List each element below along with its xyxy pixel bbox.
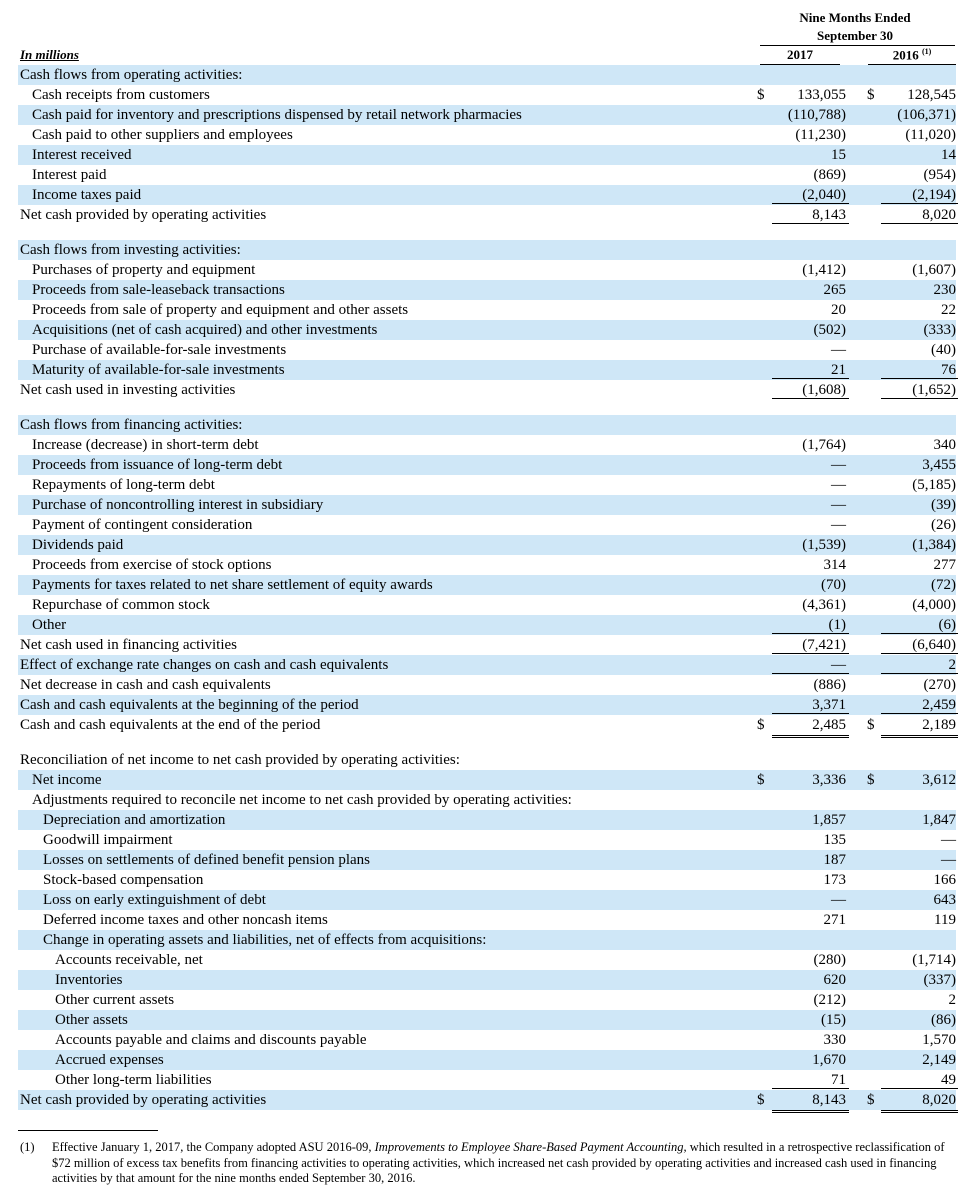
value-2016: 166 — [933, 872, 956, 888]
value-2016: (106,371) — [897, 107, 956, 123]
period-header-line2: September 30 — [817, 28, 893, 43]
statement-row — [18, 770, 956, 790]
statement-row — [18, 205, 956, 225]
value-2016: (954) — [923, 167, 956, 183]
value-2017: (1,412) — [802, 262, 846, 278]
total-underline — [881, 378, 958, 379]
row-label: Adjustments required to reconcile net income to net cash provided by operating activities: — [32, 792, 572, 808]
statement-row — [18, 910, 956, 930]
value-2016: 8,020 — [922, 1092, 956, 1108]
value-2016: 49 — [941, 1072, 956, 1088]
row-label: Stock-based compensation — [43, 872, 204, 888]
value-2017: (15) — [821, 1012, 846, 1028]
row-label: Goodwill impairment — [43, 832, 173, 848]
row-label: Accounts receivable, net — [55, 952, 203, 968]
row-label: Increase (decrease) in short-term debt — [32, 437, 259, 453]
footnote-text-before: Effective January 1, 2017, the Company adopted ASU 2016-09, — [52, 1140, 375, 1154]
value-2016: 8,020 — [922, 207, 956, 223]
value-2016: (2,194) — [912, 187, 956, 203]
total-underline — [772, 1088, 849, 1089]
value-2016: — — [941, 852, 956, 868]
total-underline — [772, 378, 849, 379]
statement-row — [18, 790, 956, 810]
column-2016-year: 2016 — [892, 47, 919, 63]
total-underline — [881, 673, 958, 674]
double-underline — [881, 1112, 958, 1113]
value-2016: (39) — [931, 497, 956, 513]
row-label: Losses on settlements of defined benefit pension plans — [43, 852, 371, 868]
value-2017: (1,764) — [802, 437, 846, 453]
statement-row — [18, 675, 956, 695]
value-2016: 128,545 — [907, 87, 956, 103]
value-2016: 3,455 — [922, 457, 956, 473]
currency-symbol-2016: $ — [867, 772, 875, 788]
total-underline — [881, 223, 958, 224]
currency-symbol-2017: $ — [757, 772, 765, 788]
currency-symbol-2017: $ — [757, 717, 765, 733]
row-label: Cash and cash equivalents at the beginning of the period — [20, 697, 359, 713]
statement-row — [18, 320, 956, 340]
value-2017: — — [831, 517, 846, 533]
value-2017: 21 — [831, 362, 846, 378]
value-2016: (72) — [931, 577, 956, 593]
value-2017: 8,143 — [812, 1092, 846, 1108]
row-label: Reconciliation of net income to net cash provided by operating activities: — [20, 752, 460, 768]
value-2017: (1,608) — [802, 382, 846, 398]
statement-row — [18, 595, 956, 615]
value-2017: 15 — [831, 147, 846, 163]
statement-row — [18, 240, 956, 260]
total-underline — [772, 673, 849, 674]
row-label: Cash paid for inventory and prescriptions dispensed by retail network pharmacies — [32, 107, 522, 123]
footnote-text-after: which resulted in a retrospective reclassification of $72 million of excess tax benefits from financing activities to operating activities, which increased net cash provided by operating activities and increased cash used in financing activities by that amount for the nine months ended September 30, 2016. — [52, 1140, 945, 1185]
value-2017: 71 — [831, 1072, 846, 1088]
total-underline — [772, 713, 849, 714]
statement-row — [18, 715, 956, 735]
statement-row — [18, 475, 956, 495]
total-underline — [881, 203, 958, 204]
value-2017: 20 — [831, 302, 846, 318]
value-2016: 2,189 — [922, 717, 956, 733]
value-2016: 2 — [948, 992, 956, 1008]
column-2017-header — [760, 47, 840, 63]
value-2016: 277 — [933, 557, 956, 573]
row-label: Cash receipts from customers — [32, 87, 210, 103]
row-label: Effect of exchange rate changes on cash and cash equivalents — [20, 657, 389, 673]
statement-row — [18, 655, 956, 675]
row-label: Net income — [32, 772, 102, 788]
period-header-rule — [760, 45, 955, 46]
row-label: Cash flows from investing activities: — [20, 242, 241, 258]
statement-row — [18, 830, 956, 850]
row-label: Net cash provided by operating activities — [20, 207, 267, 223]
value-2017: 3,371 — [812, 697, 846, 713]
statement-row — [18, 360, 956, 380]
value-2016: (26) — [931, 517, 956, 533]
value-2017: (886) — [813, 677, 846, 693]
statement-row — [18, 495, 956, 515]
row-label: Other assets — [55, 1012, 128, 1028]
value-2017: 314 — [823, 557, 846, 573]
statement-row — [18, 185, 956, 205]
row-label: Net cash provided by operating activities — [20, 1092, 267, 1108]
value-2016: (1,714) — [912, 952, 956, 968]
statement-row — [18, 260, 956, 280]
value-2016: 3,612 — [922, 772, 956, 788]
value-2017: 3,336 — [812, 772, 846, 788]
units-label — [20, 47, 79, 63]
statement-row — [18, 615, 956, 635]
statement-row — [18, 750, 956, 770]
value-2017: — — [831, 657, 846, 673]
value-2016: (1,652) — [912, 382, 956, 398]
value-2016: 22 — [941, 302, 956, 318]
footnote-divider — [18, 1130, 158, 1131]
section-spacer — [18, 735, 956, 750]
value-2016: 76 — [941, 362, 956, 378]
statement-row — [18, 280, 956, 300]
value-2017: 1,857 — [812, 812, 846, 828]
total-underline — [772, 203, 849, 204]
statement-row — [18, 950, 956, 970]
value-2017: (2,040) — [802, 187, 846, 203]
statement-row — [18, 435, 956, 455]
value-2017: 8,143 — [812, 207, 846, 223]
row-label: Proceeds from sale-leaseback transactions — [32, 282, 285, 298]
row-label: Repayments of long-term debt — [32, 477, 215, 493]
value-2017: (212) — [813, 992, 846, 1008]
value-2017: 187 — [823, 852, 846, 868]
row-label: Cash flows from operating activities: — [20, 67, 243, 83]
value-2017: (1,539) — [802, 537, 846, 553]
value-2017: (280) — [813, 952, 846, 968]
statement-rows — [18, 65, 956, 1110]
currency-symbol-2017: $ — [757, 87, 765, 103]
value-2017: 271 — [823, 912, 846, 928]
currency-symbol-2017: $ — [757, 1092, 765, 1108]
value-2016: (4,000) — [912, 597, 956, 613]
value-2017: — — [831, 497, 846, 513]
row-label: Net cash used in financing activities — [20, 637, 238, 653]
row-label: Change in operating assets and liabilities, net of effects from acquisitions: — [43, 932, 487, 948]
value-2017: 265 — [823, 282, 846, 298]
statement-row — [18, 1050, 956, 1070]
value-2016: (6,640) — [912, 637, 956, 653]
double-underline — [772, 1112, 849, 1113]
statement-row — [18, 340, 956, 360]
value-2016: (40) — [931, 342, 956, 358]
row-label: Income taxes paid — [32, 187, 142, 203]
row-label: Accrued expenses — [55, 1052, 164, 1068]
footnote-text — [52, 1140, 952, 1187]
value-2016: 2,149 — [922, 1052, 956, 1068]
statement-row — [18, 380, 956, 400]
row-label: Cash and cash equivalents at the end of the period — [20, 717, 321, 733]
value-2017: (1) — [828, 617, 846, 633]
statement-row — [18, 535, 956, 555]
statement-row — [18, 810, 956, 830]
statement-row — [18, 1090, 956, 1110]
total-underline — [881, 1088, 958, 1089]
value-2016: (333) — [923, 322, 956, 338]
statement-row — [18, 635, 956, 655]
value-2017: — — [831, 342, 846, 358]
row-label: Interest received — [32, 147, 132, 163]
value-2017: (110,788) — [787, 107, 846, 123]
value-2016: 2,459 — [922, 697, 956, 713]
statement-row — [18, 970, 956, 990]
total-underline — [881, 713, 958, 714]
row-label: Payments for taxes related to net share settlement of equity awards — [32, 577, 433, 593]
statement-row — [18, 1030, 956, 1050]
row-label: Proceeds from sale of property and equipment and other assets — [32, 302, 409, 318]
value-2017: 133,055 — [797, 87, 846, 103]
statement-row — [18, 555, 956, 575]
row-label: Cash paid to other suppliers and employees — [32, 127, 293, 143]
statement-row — [18, 870, 956, 890]
value-2016: (11,020) — [905, 127, 956, 143]
units-label-text: In millions — [20, 47, 79, 62]
row-label: Purchase of noncontrolling interest in subsidiary — [32, 497, 324, 513]
statement-row — [18, 1010, 956, 1030]
statement-row — [18, 890, 956, 910]
value-2016: (5,185) — [912, 477, 956, 493]
row-label: Other — [32, 617, 67, 633]
value-2017: — — [831, 892, 846, 908]
total-underline — [881, 398, 958, 399]
double-underline — [881, 1110, 958, 1111]
statement-row — [18, 145, 956, 165]
row-label: Proceeds from exercise of stock options — [32, 557, 272, 573]
total-underline — [772, 653, 849, 654]
row-label: Loss on early extinguishment of debt — [43, 892, 266, 908]
value-2017: 173 — [823, 872, 846, 888]
row-label: Other long-term liabilities — [55, 1072, 212, 1088]
row-label: Payment of contingent consideration — [32, 517, 253, 533]
value-2017: — — [831, 477, 846, 493]
statement-row — [18, 850, 956, 870]
value-2017: (4,361) — [802, 597, 846, 613]
value-2016: (6) — [938, 617, 956, 633]
row-label: Acquisitions (net of cash acquired) and other investments — [32, 322, 378, 338]
value-2016: 1,570 — [922, 1032, 956, 1048]
value-2017: 620 — [823, 972, 846, 988]
currency-symbol-2016: $ — [867, 87, 875, 103]
statement-row — [18, 695, 956, 715]
value-2017: (869) — [813, 167, 846, 183]
value-2017: 135 — [823, 832, 846, 848]
value-2017: (70) — [821, 577, 846, 593]
footnote-text-italic: Improvements to Employee Share-Based Payment Accounting, — [374, 1140, 687, 1154]
row-label: Maturity of available-for-sale investments — [32, 362, 285, 378]
row-label: Proceeds from issuance of long-term debt — [32, 457, 283, 473]
row-label: Accounts payable and claims and discounts payable — [55, 1032, 367, 1048]
value-2017: — — [831, 457, 846, 473]
value-2016: (86) — [931, 1012, 956, 1028]
value-2016: 230 — [933, 282, 956, 298]
statement-row — [18, 300, 956, 320]
period-header-line1: Nine Months Ended — [799, 10, 911, 25]
row-label: Other current assets — [55, 992, 175, 1008]
statement-row — [18, 1070, 956, 1090]
row-label: Inventories — [55, 972, 123, 988]
column-2017-year: 2017 — [787, 47, 813, 62]
statement-row — [18, 575, 956, 595]
currency-symbol-2016: $ — [867, 717, 875, 733]
value-2017: (502) — [813, 322, 846, 338]
total-underline — [772, 223, 849, 224]
section-spacer — [18, 225, 956, 240]
value-2017: 330 — [823, 1032, 846, 1048]
total-underline — [881, 633, 958, 634]
value-2016: 340 — [933, 437, 956, 453]
row-label: Deferred income taxes and other noncash items — [43, 912, 328, 928]
double-underline — [772, 1110, 849, 1111]
column-2016-note: (1) — [921, 47, 932, 56]
currency-symbol-2016: $ — [867, 1092, 875, 1108]
value-2016: — — [941, 832, 956, 848]
value-2016: 1,847 — [922, 812, 956, 828]
value-2017: 2,485 — [812, 717, 846, 733]
total-underline — [881, 653, 958, 654]
row-label: Depreciation and amortization — [43, 812, 226, 828]
statement-row — [18, 105, 956, 125]
statement-row — [18, 455, 956, 475]
value-2016: (1,384) — [912, 537, 956, 553]
value-2016: 14 — [941, 147, 956, 163]
statement-row — [18, 515, 956, 535]
row-label: Purchase of available-for-sale investments — [32, 342, 287, 358]
total-underline — [772, 633, 849, 634]
value-2016: (1,607) — [912, 262, 956, 278]
statement-row — [18, 125, 956, 145]
value-2017: (11,230) — [795, 127, 846, 143]
row-label: Cash flows from financing activities: — [20, 417, 243, 433]
row-label: Net cash used in investing activities — [20, 382, 236, 398]
statement-row — [18, 990, 956, 1010]
value-2016: 119 — [934, 912, 956, 928]
row-label: Purchases of property and equipment — [32, 262, 256, 278]
value-2016: 2 — [948, 657, 956, 673]
total-underline — [772, 398, 849, 399]
statement-row — [18, 85, 956, 105]
value-2017: 1,670 — [812, 1052, 846, 1068]
column-2016-header — [868, 47, 956, 63]
value-2017: (7,421) — [802, 637, 846, 653]
row-label: Dividends paid — [32, 537, 124, 553]
footnote-mark: (1) — [20, 1140, 35, 1154]
row-label: Repurchase of common stock — [32, 597, 210, 613]
row-label: Interest paid — [32, 167, 107, 183]
value-2016: 643 — [933, 892, 956, 908]
statement-row — [18, 930, 956, 950]
value-2016: (337) — [923, 972, 956, 988]
row-label: Net decrease in cash and cash equivalents — [20, 677, 271, 693]
statement-row — [18, 165, 956, 185]
statement-row — [18, 415, 956, 435]
value-2016: (270) — [923, 677, 956, 693]
section-spacer — [18, 400, 956, 415]
statement-row — [18, 65, 956, 85]
